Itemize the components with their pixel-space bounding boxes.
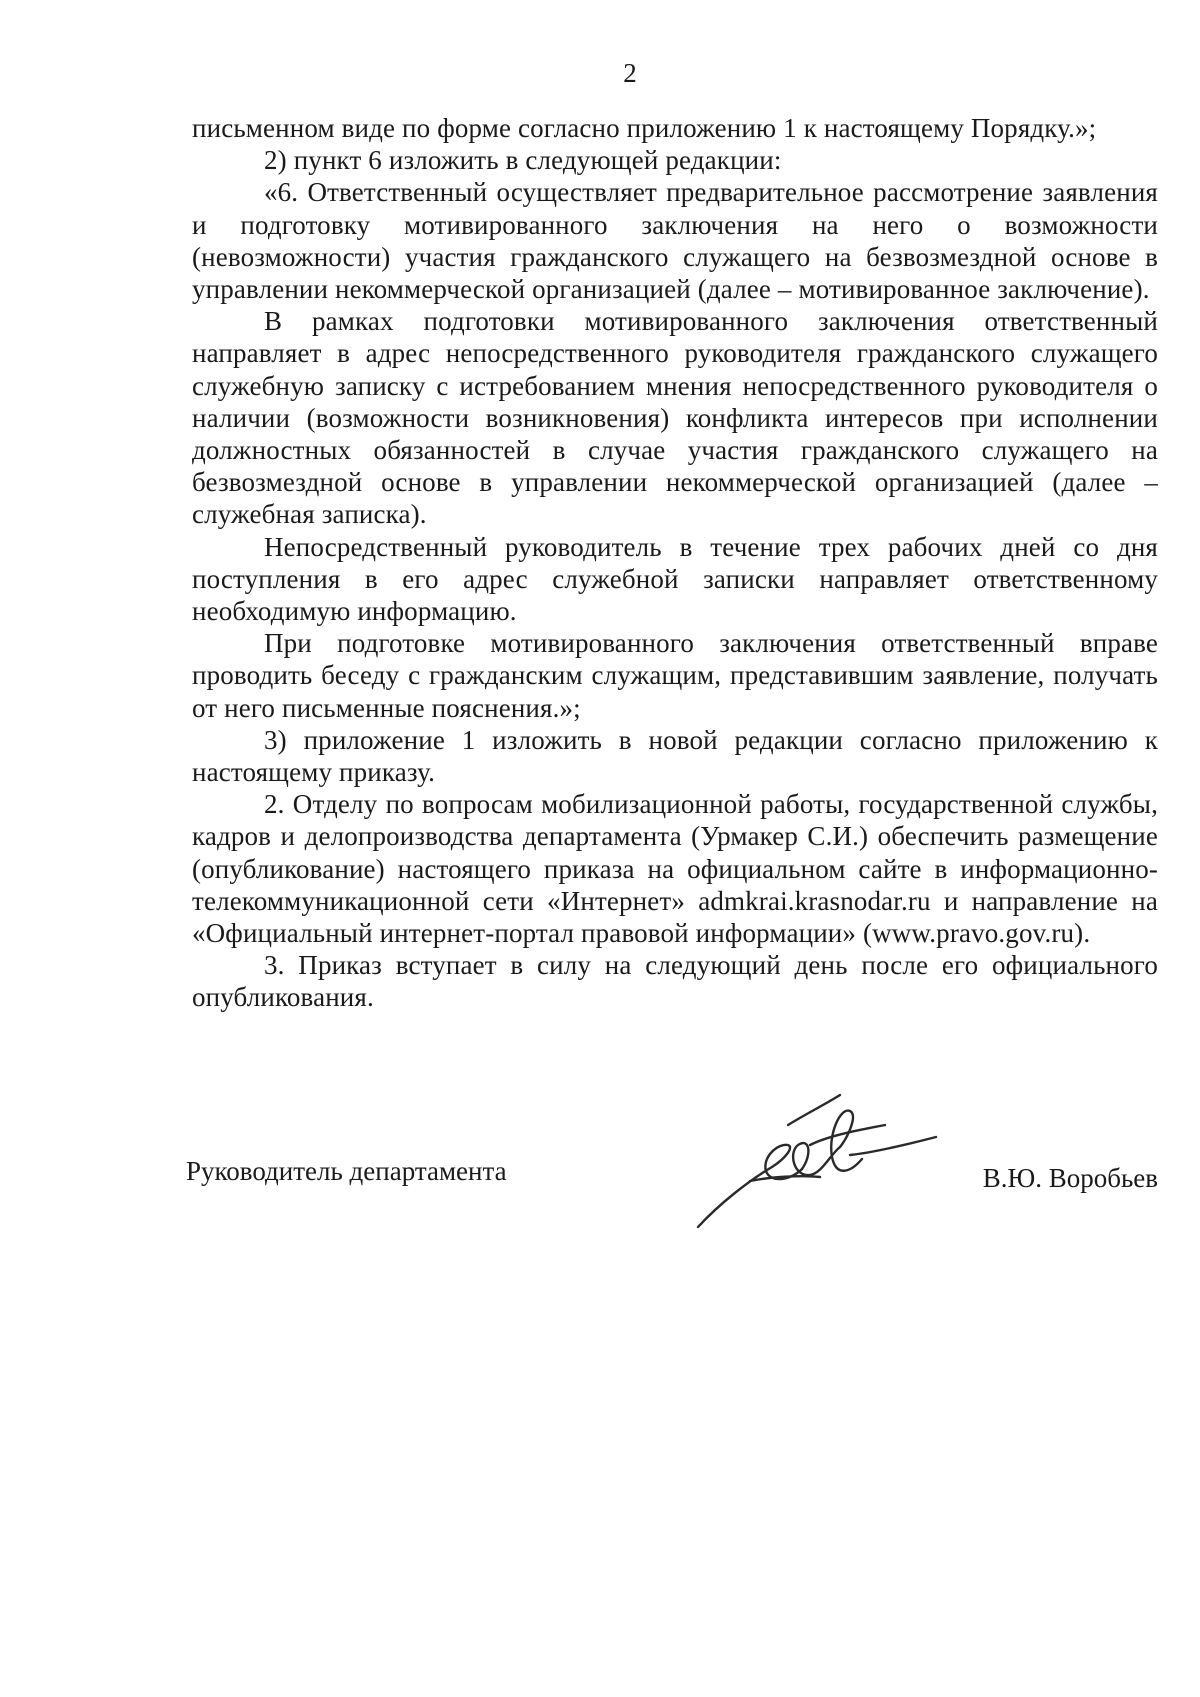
paragraph-point-6: «6. Ответственный осуществляет предварительное рассмотрение заявления и подготовку мотивированного заключения на него о возможности (невозможности) участия гражданского служащего на безвозмездной основе в управлении некоммерческой организацией (далее – мотивированное заключение). bbox=[192, 177, 1158, 305]
paragraph-item-3: 3) приложение 1 изложить в новой редакции согласно приложению к настоящему приказу. bbox=[192, 724, 1158, 788]
handwritten-signature-icon bbox=[690, 1085, 940, 1235]
paragraph-item-2: 2) пункт 6 изложить в следующей редакции: bbox=[264, 145, 782, 176]
paragraph-interview: При подготовке мотивированного заключения ответственный вправе проводить беседу с гражданским служащим, представившим заявление, получать от него письменные пояснения.»; bbox=[192, 628, 1158, 723]
page-number: 2 bbox=[623, 58, 637, 88]
paragraph-continuation: письменном виде по форме согласно приложению 1 к настоящему Порядку.»; bbox=[192, 113, 1097, 143]
paragraph-section-2: 2. Отделу по вопросам мобилизационной работы, государственной службы, кадров и делопроизводства департамента (Урмакер С.И.) обеспечить размещение (опубликование) настоящего приказа на официальном сайте в информационно-телекоммуникационной сети «Интернет» admkrai.krasnodar.ru и направление на «Официальный интернет-портал правовой информации» (www.pravo.gov.ru). bbox=[192, 789, 1158, 949]
paragraph-supervisor: Непосредственный руководитель в течение трех рабочих дней со дня поступления в его адрес служебной записки направляет ответственному необходимую информацию. bbox=[192, 531, 1158, 627]
paragraph-memo: В рамках подготовки мотивированного заключения ответственный направляет в адрес непосредственного руководителя гражданского служащего служебную записку с истребованием мнения непосредственного руководителя о наличии (возможности возникновения) конфликта интересов при исполнении должностных обязанностей в случае участия гражданского служащего на безвозмездной основе в управлении некоммерческой организацией (далее – служебная записка). bbox=[192, 306, 1158, 530]
paragraph-section-3: 3. Приказ вступает в силу на следующий день после его официального опубликования. bbox=[192, 950, 1158, 1013]
signatory-name: В.Ю. Воробьев bbox=[982, 1163, 1158, 1193]
document-body bbox=[192, 112, 1158, 1014]
signatory-title: Руководитель департамента bbox=[186, 1156, 507, 1186]
signature-block bbox=[186, 1155, 1158, 1195]
